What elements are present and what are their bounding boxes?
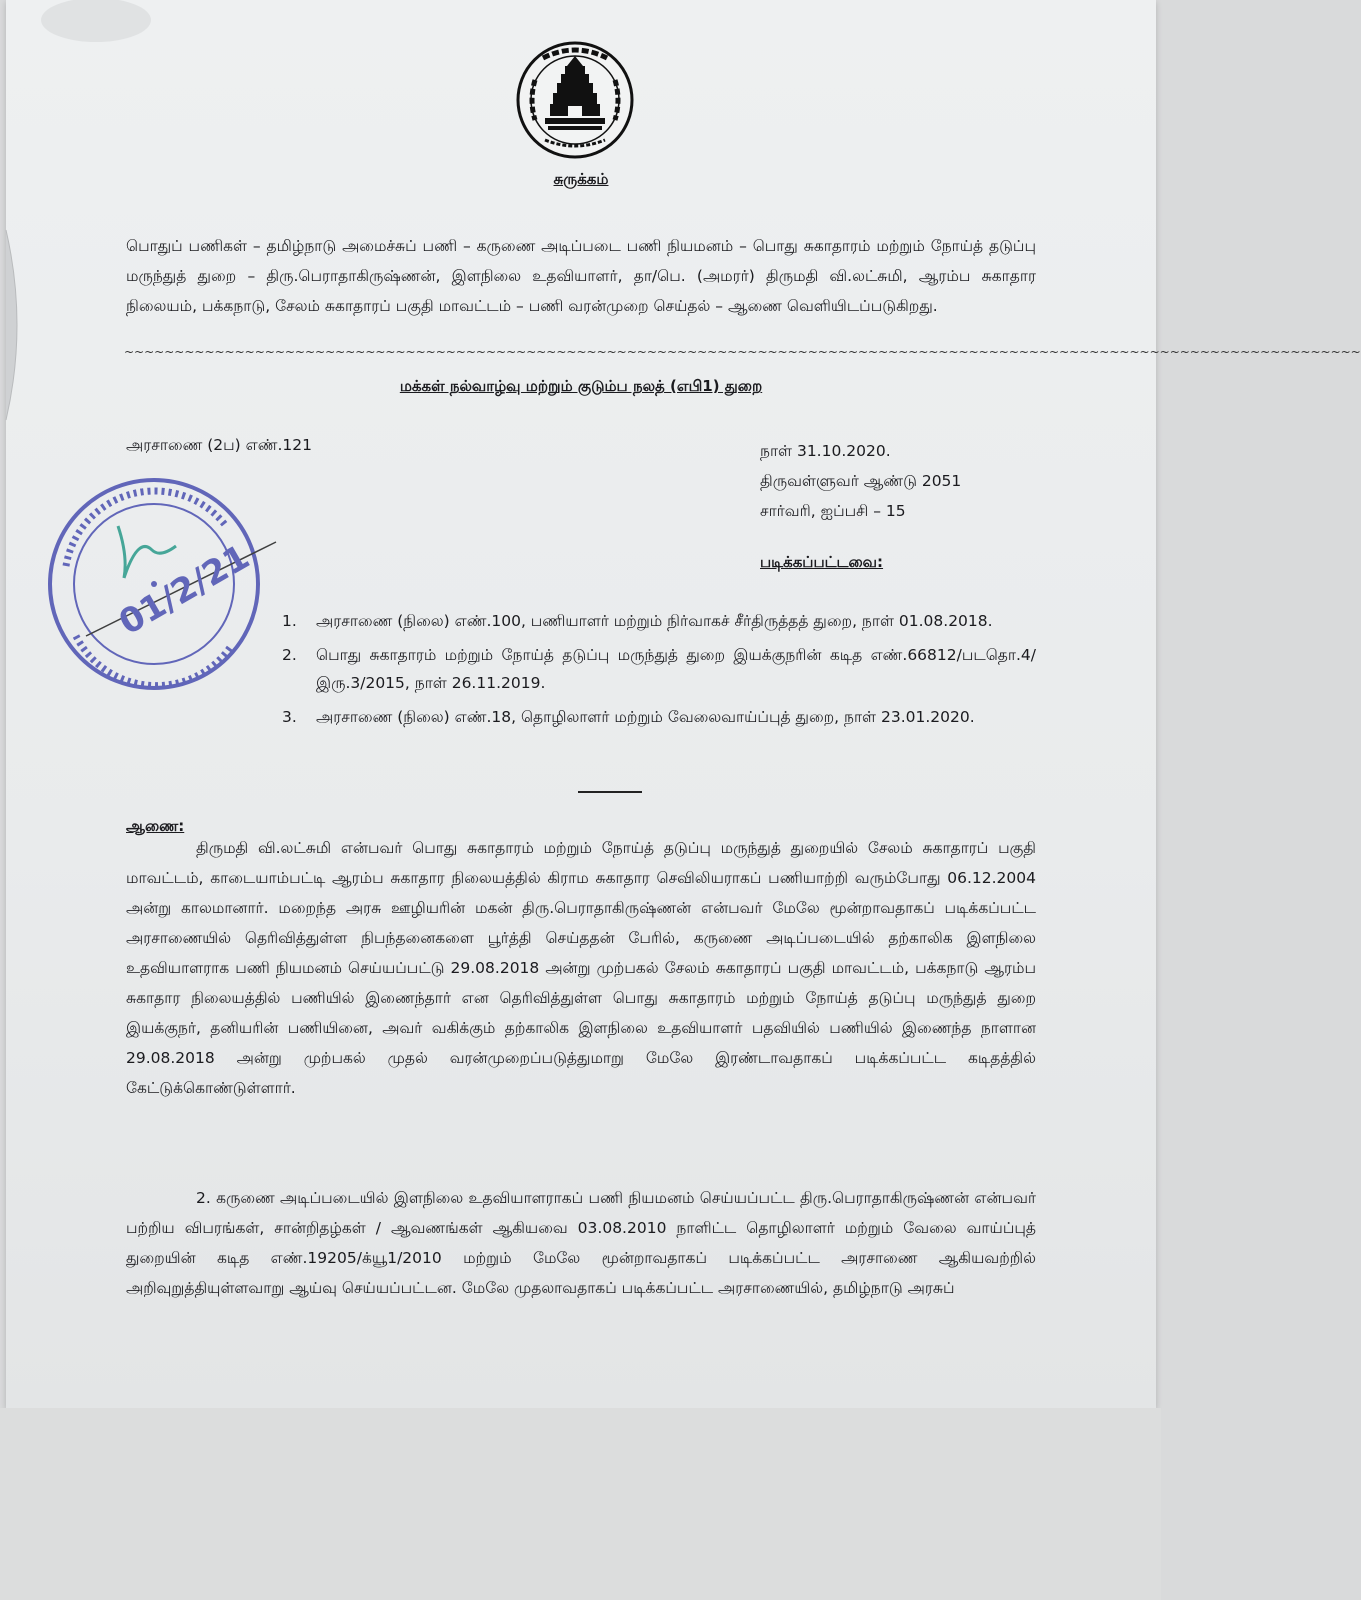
summary-title: சுருக்கம் [553, 170, 609, 188]
paragraph-text: திருமதி வி.லட்சுமி என்பவர் பொது சுகாதாரம் மற்றும் நோய்த் தடுப்பு மருந்துத் துறையில் சேலம் சுகாதாரப் பகுதி மாவட்டம், காடையாம்பட்டி ஆரம்ப சுகாதார நிலையத்தில் கிராம சுகாதார செவிலியராகப் பணியாற்றி வரும்போது 06.12.2004 அன்று காலமானார். மறைந்த அரசு ஊழியரின் மகன் திரு.பெராதாகிருஷ்ணன் என்பவர் மேலே மூன்றாவதாகப் படிக்கப்பட்ட அரசாணையில் தெரிவித்துள்ள நிபந்தனைகளை பூர்த்தி செய்ததன் பேரில், கருணை அடிப்படையில் தற்காலிக இளநிலை உதவியாளராக பணி நியமனம் செய்யப்பட்டு 29.08.2018 அன்று முற்பகல் சேலம் சுகாதாரப் பகுதி மாவட்டம், பக்கநாடு ஆரம்ப சுகாதார நிலையத்தில் பணியில் இணைந்தார் என தெரிவித்துள்ள பொது சுகாதாரம் மற்றும் நோய்த் தடுப்பு மருந்துத் துறை இயக்குநர், தனியரின் பணியினை, அவர் வகிக்கும் தற்காலிக இளநிலை உதவியாளர் பதவியில் பணியில் இணைந்த நாளான 29.08.2018 அன்று முற்பகல் முதல் வரன்முறைப்படுத்துமாறு மேலே இரண்டாவதாகப் படிக்கப்பட்ட கடிதத்தில் கேட்டுக்கொண்டுள்ளார். [126, 839, 1036, 1097]
section-divider [578, 791, 642, 793]
date-line-thiruvalluvar: திருவள்ளுவர் ஆண்டு 2051 [760, 472, 962, 490]
office-rubber-stamp [26, 466, 286, 698]
page-shadow-mark [36, 0, 176, 70]
reference-text: அரசாணை (நிலை) எண்.100, பணியாளர் மற்றும் நிர்வாகச் சீர்திருத்தத் துறை, நாள் 01.08.2018. [316, 612, 993, 630]
subject-text [126, 231, 1036, 321]
reference-text: அரசாணை (நிலை) எண்.18, தொழிலாளர் மற்றும் வேலைவாய்ப்புத் துறை, நாள் 23.01.2020. [316, 708, 975, 726]
background-surface [0, 1408, 1161, 1600]
go-number: அரசாணை (2ப) எண்.121 [126, 436, 312, 454]
department-title: மக்கள் நல்வாழ்வு மற்றும் குடும்ப நலத் (எபி1) துறை [399, 377, 763, 395]
order-paragraph-2 [126, 1183, 1036, 1303]
reference-number: 3. [282, 708, 297, 726]
date-line-tamil-month: சார்வரி, ஐப்பசி – 15 [760, 502, 906, 520]
reference-item [282, 607, 1036, 635]
order-paragraph-1 [126, 833, 1036, 1103]
date-line-gregorian: நாள் 31.10.2020. [760, 442, 891, 460]
stamp-date: 01/2/21 [112, 536, 257, 644]
reference-number: 1. [282, 612, 297, 630]
reference-item [282, 641, 1036, 697]
reference-item [282, 703, 1036, 731]
order-title: ஆணை: [126, 817, 185, 835]
date-block [760, 436, 961, 526]
read-title: படிக்கப்பட்டவை: [760, 553, 884, 571]
reference-list [282, 607, 1036, 737]
reference-number: 2. [282, 646, 297, 664]
separator-line: ~~~~~~~~~~~~~~~~~~~~~~~~~~~~~~~~~~~~~~~~~~~~~~~~~~~~~~~~~~~~~~~~~~~~~~~~~~~~~~~~~~~~~~~~~~~~~~~~~~~~~~~~~~~~~~~~~~~~~~~~~~~ [124, 345, 1361, 359]
document-page [6, 0, 1361, 1408]
subject-paragraph: பொதுப் பணிகள் – தமிழ்நாடு அமைச்சுப் பணி – கருணை அடிப்படை பணி நியமனம் – பொது சுகாதாரம் மற்றும் நோய்த் தடுப்பு மருந்துத் துறை – திரு.பெராதாகிருஷ்ணன், இளநிலை உதவியாளர், தா/பெ. (அமரர்) திருமதி வி.லட்சுமி, ஆரம்ப சுகாதார நிலையம், பக்கநாடு, சேலம் சுகாதாரப் பகுதி மாவட்டம் – பணி வரன்முறை செய்தல் – ஆணை வெளியிடப்படுகிறது. [126, 237, 1036, 315]
reference-text: பொது சுகாதாரம் மற்றும் நோய்த் தடுப்பு மருந்துத் துறை இயக்குநரின் கடித எண்.66812/படதொ.4/இரு.3/2015, நாள் 26.11.2019. [316, 646, 1036, 692]
paragraph-text: 2. கருணை அடிப்படையில் இளநிலை உதவியாளராகப் பணி நியமனம் செய்யப்பட்ட திரு.பெராதாகிருஷ்ணன் என்பவர் பற்றிய விபரங்கள், சான்றிதழ்கள் / ஆவணங்கள் ஆகியவை 03.08.2010 நாளிட்ட தொழிலாளர் மற்றும் வேலை வாய்ப்புத் துறையின் கடித எண்.19205/க்யூ1/2010 மற்றும் மேலே மூன்றாவதாகப் படிக்கப்பட்ட அரசாணை ஆகியவற்றில் அறிவுறுத்தியுள்ளவாறு ஆய்வு செய்யப்பட்டன. மேலே முதலாவதாகப் படிக்கப்பட்ட அரசாணையில், தமிழ்நாடு அரசுப் [126, 1189, 1036, 1297]
tamil-nadu-emblem [515, 40, 635, 160]
